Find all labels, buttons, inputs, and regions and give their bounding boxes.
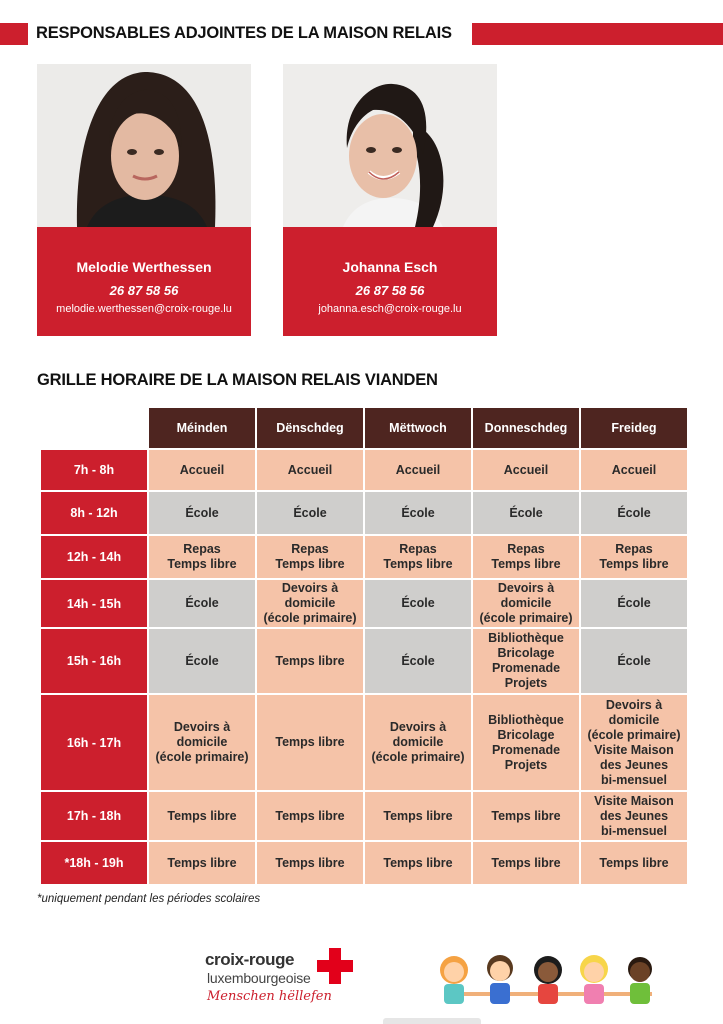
red-cross-icon [317,948,353,989]
schedule-cell: Repas Temps libre [581,536,687,578]
schedule-cell: Accueil [473,450,579,490]
logo-line-1: croix-rouge [205,950,295,969]
children-holding-hands-illustration [430,950,670,1010]
schedule-row [41,842,687,884]
schedule-cell: Visite Maison des Jeunes bi-mensuel [581,792,687,840]
contact-name: Melodie Werthessen [76,259,212,275]
schedule-cell: École [149,580,255,627]
time-slot: 7h - 8h [41,450,147,490]
schedule-cell: Temps libre [257,695,363,790]
schedule-cell: École [473,492,579,534]
day-header: Dënschdeg [257,408,363,448]
schedule-corner [41,408,147,448]
contact-photo-2 [283,64,497,227]
schedule-row [41,629,687,693]
day-header: Donneschdeg [473,408,579,448]
contact-name: Johanna Esch [342,259,438,275]
time-slot: 8h - 12h [41,492,147,534]
schedule-cell: École [365,580,471,627]
schedule-cell: Repas Temps libre [473,536,579,578]
schedule-cell: Temps libre [365,842,471,884]
schedule-cell: École [581,580,687,627]
schedule-cell: École [581,629,687,693]
schedule-cell: Temps libre [473,842,579,884]
page-scroll-tab [383,1018,481,1024]
time-slot: 12h - 14h [41,536,147,578]
schedule-cell: Bibliothèque Bricolage Promenade Projets [473,695,579,790]
schedule-cell: Repas Temps libre [257,536,363,578]
logo-line-2: luxembourgeoise [207,970,311,986]
schedule-row [41,450,687,490]
schedule-cell: Devoirs à domicile (école primaire) [365,695,471,790]
time-slot: 14h - 15h [41,580,147,627]
croix-rouge-logo[interactable] [205,942,365,1012]
time-slot: *18h - 19h [41,842,147,884]
time-slot: 17h - 18h [41,792,147,840]
day-header: Freideg [581,408,687,448]
contact-info-1 [37,227,251,336]
schedule-cell: Repas Temps libre [149,536,255,578]
schedule-cell: Temps libre [149,842,255,884]
day-header: Méinden [149,408,255,448]
section-title: RESPONSABLES ADJOINTES DE LA MAISON RELAIS [36,24,452,42]
schedule-row [41,492,687,534]
schedule-cell: Temps libre [149,792,255,840]
schedule-cell: Temps libre [473,792,579,840]
schedule-cell: Temps libre [257,842,363,884]
time-slot: 16h - 17h [41,695,147,790]
schedule-cell: Accueil [581,450,687,490]
schedule-cell: Devoirs à domicile (école primaire) [257,580,363,627]
schedule-cell: École [365,629,471,693]
schedule-cell: École [365,492,471,534]
schedule-header-row [41,408,687,448]
contact-email[interactable]: johanna.esch@croix-rouge.lu [318,303,462,315]
schedule-cell: Temps libre [581,842,687,884]
schedule-cell: Temps libre [257,792,363,840]
contact-phone[interactable]: 26 87 58 56 [109,283,179,298]
schedule-cell: École [149,492,255,534]
schedule-cell: Repas Temps libre [365,536,471,578]
schedule-cell: École [581,492,687,534]
logo-tagline: Menschen hëllefen [207,989,332,1004]
schedule-table [39,406,689,886]
schedule-cell: Devoirs à domicile (école primaire) Visite Maison des Jeunes bi-mensuel [581,695,687,790]
schedule-cell: Temps libre [365,792,471,840]
schedule-cell: École [149,629,255,693]
schedule-row [41,536,687,578]
time-slot: 15h - 16h [41,629,147,693]
contact-phone[interactable]: 26 87 58 56 [355,283,425,298]
schedule-cell: Bibliothèque Bricolage Promenade Projets [473,629,579,693]
schedule-cell: Temps libre [257,629,363,693]
day-header: Mëttwoch [365,408,471,448]
schedule-title: GRILLE HORAIRE DE LA MAISON RELAIS VIANDEN [37,371,438,389]
footnote: *uniquement pendant les périodes scolaires [37,893,261,905]
schedule-row [41,792,687,840]
contact-card-2 [283,64,497,336]
contact-info-2 [283,227,497,336]
schedule-cell: Devoirs à domicile (école primaire) [473,580,579,627]
contact-email[interactable]: melodie.werthessen@croix-rouge.lu [56,303,232,315]
schedule-cell: École [257,492,363,534]
contact-card-1 [37,64,251,336]
title-accent-left [0,23,28,45]
schedule-cell: Accueil [365,450,471,490]
schedule-row [41,580,687,627]
schedule-cell: Accueil [149,450,255,490]
title-accent-right [472,23,723,45]
schedule-row [41,695,687,790]
schedule-cell: Devoirs à domicile (école primaire) [149,695,255,790]
contact-photo-1 [37,64,251,227]
schedule-cell: Accueil [257,450,363,490]
